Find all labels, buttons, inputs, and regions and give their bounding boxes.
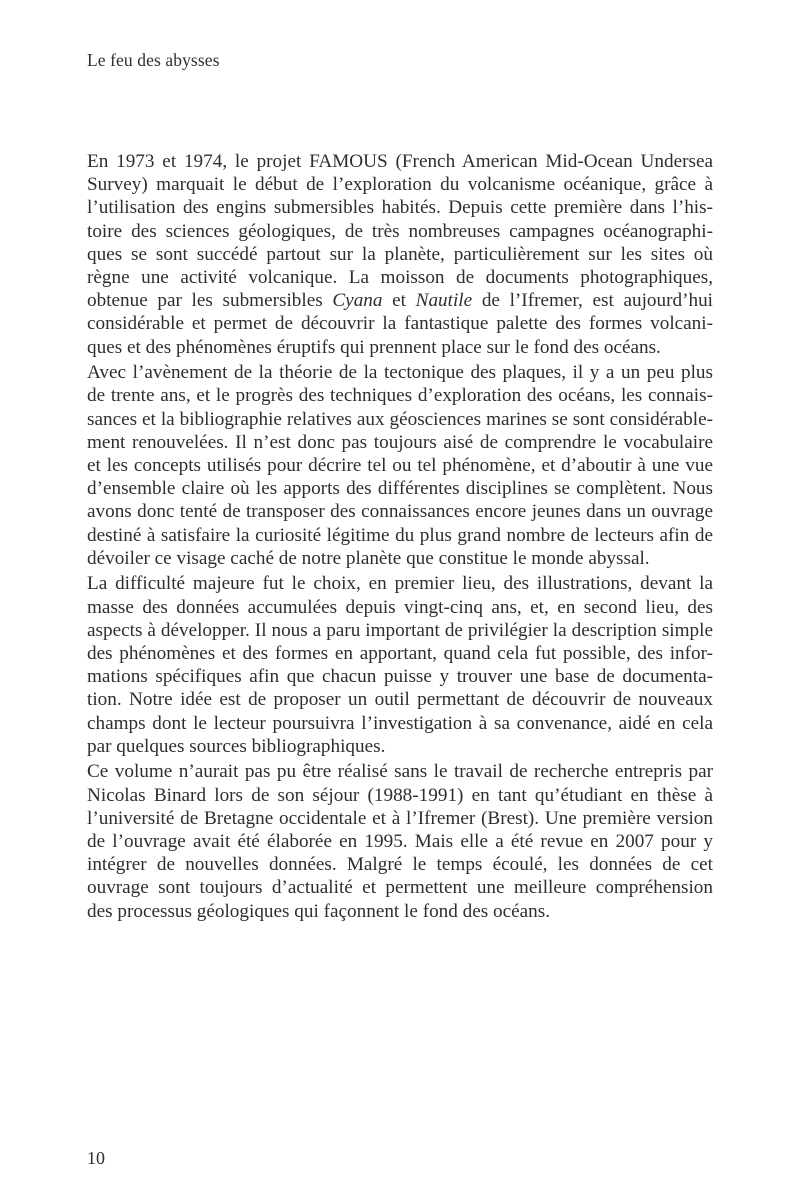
text-segment: obtenue par les submersibles <box>87 290 333 312</box>
text-line: sances et la bibliographie relatives aux géosciences marines se sont considérable- <box>87 408 713 430</box>
text-line: par quelques sources bibliographiques. <box>87 735 386 757</box>
text-line: considérable et permet de découvrir la fantastique palette des formes volcani- <box>87 313 713 335</box>
text-line: masse des données accumulées depuis vingt-cinq ans, et, en second lieu, des <box>87 596 713 618</box>
text-line: l’utilisation des engins submersibles habités. Depuis cette première dans l’his- <box>87 197 713 219</box>
body-text <box>87 150 713 925</box>
text-line: et les concepts utilisés pour décrire tel ou tel phénomène, et d’aboutir à une vue <box>87 454 713 476</box>
page-number: 10 <box>87 1148 105 1168</box>
text-line: Survey) marquait le début de l’exploration du volcanisme océanique, grâce à <box>87 174 713 196</box>
text-line: d’ensemble claire où les apports des différentes disciplines se complètent. Nous <box>87 478 713 500</box>
text-segment: de l’Ifremer, est aujourd’hui <box>472 290 713 312</box>
text-line: de l’ouvrage avait été élaborée en 1995. Mais elle a été revue en 2007 pour y <box>87 830 713 852</box>
text-line: Nicolas Binard lors de son séjour (1988-1991) en tant qu’étudiant en thèse à <box>87 784 713 806</box>
text-line: ment renouvelées. Il n’est donc pas toujours aisé de comprendre le vocabulaire <box>87 431 713 453</box>
text-line: des phénomènes et des formes en apportant, quand cela fut possible, des infor- <box>87 642 713 664</box>
text-line: ques et des phénomènes éruptifs qui prennent place sur le fond des océans. <box>87 336 661 358</box>
text-line: toire des sciences géologiques, de très nombreuses campagnes océanographi- <box>87 220 713 242</box>
text-line: mations spécifiques afin que chacun puisse y trouver une base de documenta- <box>87 666 713 688</box>
paragraph <box>87 760 713 922</box>
text-line: En 1973 et 1974, le projet FAMOUS (French American Mid-Ocean Undersea <box>87 151 713 172</box>
text-line: ouvrage sont toujours d’actualité et permettent une meilleure compréhension <box>87 877 713 899</box>
paragraph <box>87 572 713 758</box>
text-line: Ce volume n’aurait pas pu être réalisé sans le travail de recherche entrepris par <box>87 761 713 783</box>
text-line: de trente ans, et le progrès des techniques d’exploration des océans, les connais- <box>87 385 713 407</box>
text-segment: et <box>382 290 416 312</box>
text-line: ques se sont succédé partout sur la planète, particulièrement sur les sites où <box>87 243 713 265</box>
italic-term: Cyana <box>332 290 383 312</box>
running-header: Le feu des abysses <box>87 50 220 70</box>
text-line <box>87 289 713 312</box>
text-line: aspects à développer. Il nous a paru important de privilégier la description simple <box>87 619 713 641</box>
paragraph <box>87 361 713 570</box>
italic-term: Nautile <box>415 290 473 312</box>
text-line: champs dont le lecteur poursuivra l’investigation à sa convenance, aidé en cela <box>87 712 713 734</box>
paragraph <box>87 150 713 359</box>
text-line: dévoiler ce visage caché de notre planète que constitue le monde abyssal. <box>87 547 650 569</box>
text-line: avons donc tenté de transposer des connaissances encore jeunes dans un ouvrage <box>87 501 713 523</box>
text-line: règne une activité volcanique. La moisson de documents photographiques, <box>87 266 713 288</box>
text-line: l’université de Bretagne occidentale et à l’Ifremer (Brest). Une première version <box>87 807 713 829</box>
text-line: La difficulté majeure fut le choix, en premier lieu, des illustrations, devant la <box>87 573 713 595</box>
text-line: des processus géologiques qui façonnent le fond des océans. <box>87 900 551 922</box>
text-line: intégrer de nouvelles données. Malgré le temps écoulé, les données de cet <box>87 854 713 876</box>
text-line: destiné à satisfaire la curiosité légitime du plus grand nombre de lecteurs afin de <box>87 524 713 546</box>
text-line: Avec l’avènement de la théorie de la tectonique des plaques, il y a un peu plus <box>87 362 713 384</box>
text-line: tion. Notre idée est de proposer un outil permettant de découvrir de nouveaux <box>87 689 713 711</box>
